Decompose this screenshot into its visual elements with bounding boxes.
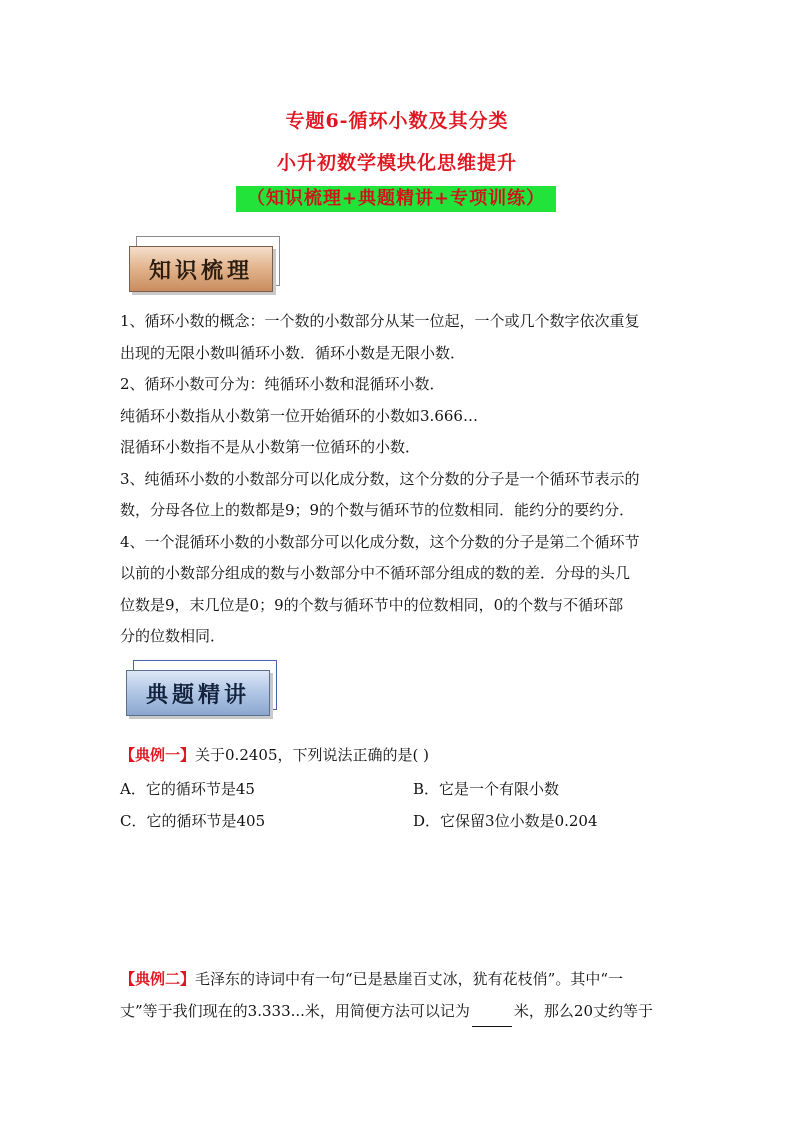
document-title: 专题6-循环小数及其分类 xyxy=(285,110,509,132)
section-banner-knowledge: 知识梳理 xyxy=(129,246,273,292)
knowledge-line: 以前的小数部分组成的数与小数部分中不循环部分组成的数的差．分母的头几 xyxy=(120,564,631,582)
example-tag: 【典例二】 xyxy=(120,970,196,988)
example-question: 关于0.2405，下列说法正确的是( ) xyxy=(195,746,429,764)
knowledge-line: 数，分母各位上的数都是9；9的个数与循环节的位数相同．能约分的要约分． xyxy=(120,501,635,519)
knowledge-line: 出现的无限小数叫循环小数．循环小数是无限小数． xyxy=(120,343,466,362)
knowledge-line: 位数是9，末几位是0；9的个数与循环节中的位数相同，0的个数与不循环部 xyxy=(120,595,624,614)
knowledge-body xyxy=(120,306,680,653)
example-text: 米，那么20丈约等于 xyxy=(513,1002,654,1020)
knowledge-line: 2、循环小数可分为：纯循环小数和混循环小数． xyxy=(120,375,445,393)
example-text: 丈”等于我们现在的3.333...米，用简便方法可以记为 xyxy=(120,1002,470,1020)
example-text: 毛泽东的诗词中有一句“已是悬崖百丈冰，犹有花枝俏”。其中“一 xyxy=(195,970,624,988)
option-c: C．它的循环节是405 xyxy=(120,812,266,830)
example-line xyxy=(120,995,690,1027)
knowledge-line: 3、纯循环小数的小数部分可以化成分数，这个分数的分子是一个循环节表示的 xyxy=(120,469,640,488)
knowledge-line: 纯循环小数指从小数第一位开始循环的小数如3.666… xyxy=(120,406,478,425)
example-line xyxy=(120,963,690,995)
knowledge-line: 分的位数相同． xyxy=(120,627,226,645)
document-subtitle: 小升初数学模块化思维提升 xyxy=(276,152,517,174)
knowledge-line: 混循环小数指不是从小数第一位循环的小数． xyxy=(120,438,421,456)
document-tagline: （知识梳理+典题精讲+专项训练） xyxy=(236,186,556,212)
example-one xyxy=(120,744,429,765)
option-a: A．它的循环节是45 xyxy=(120,780,255,798)
example-tag: 【典例一】 xyxy=(120,746,196,764)
knowledge-line: 4、一个混循环小数的小数部分可以化成分数，这个分数的分子是第二个循环节 xyxy=(120,532,640,551)
section-banner-examples: 典题精讲 xyxy=(126,670,270,716)
answer-blank[interactable] xyxy=(472,1010,512,1027)
option-d: D．它保留3位小数是0.204 xyxy=(413,812,598,830)
knowledge-line: 1、循环小数的概念：一个数的小数部分从某一位起，一个或几个数字依次重复 xyxy=(120,312,640,330)
example-two xyxy=(120,963,690,1027)
option-b: B．它是一个有限小数 xyxy=(413,780,560,798)
